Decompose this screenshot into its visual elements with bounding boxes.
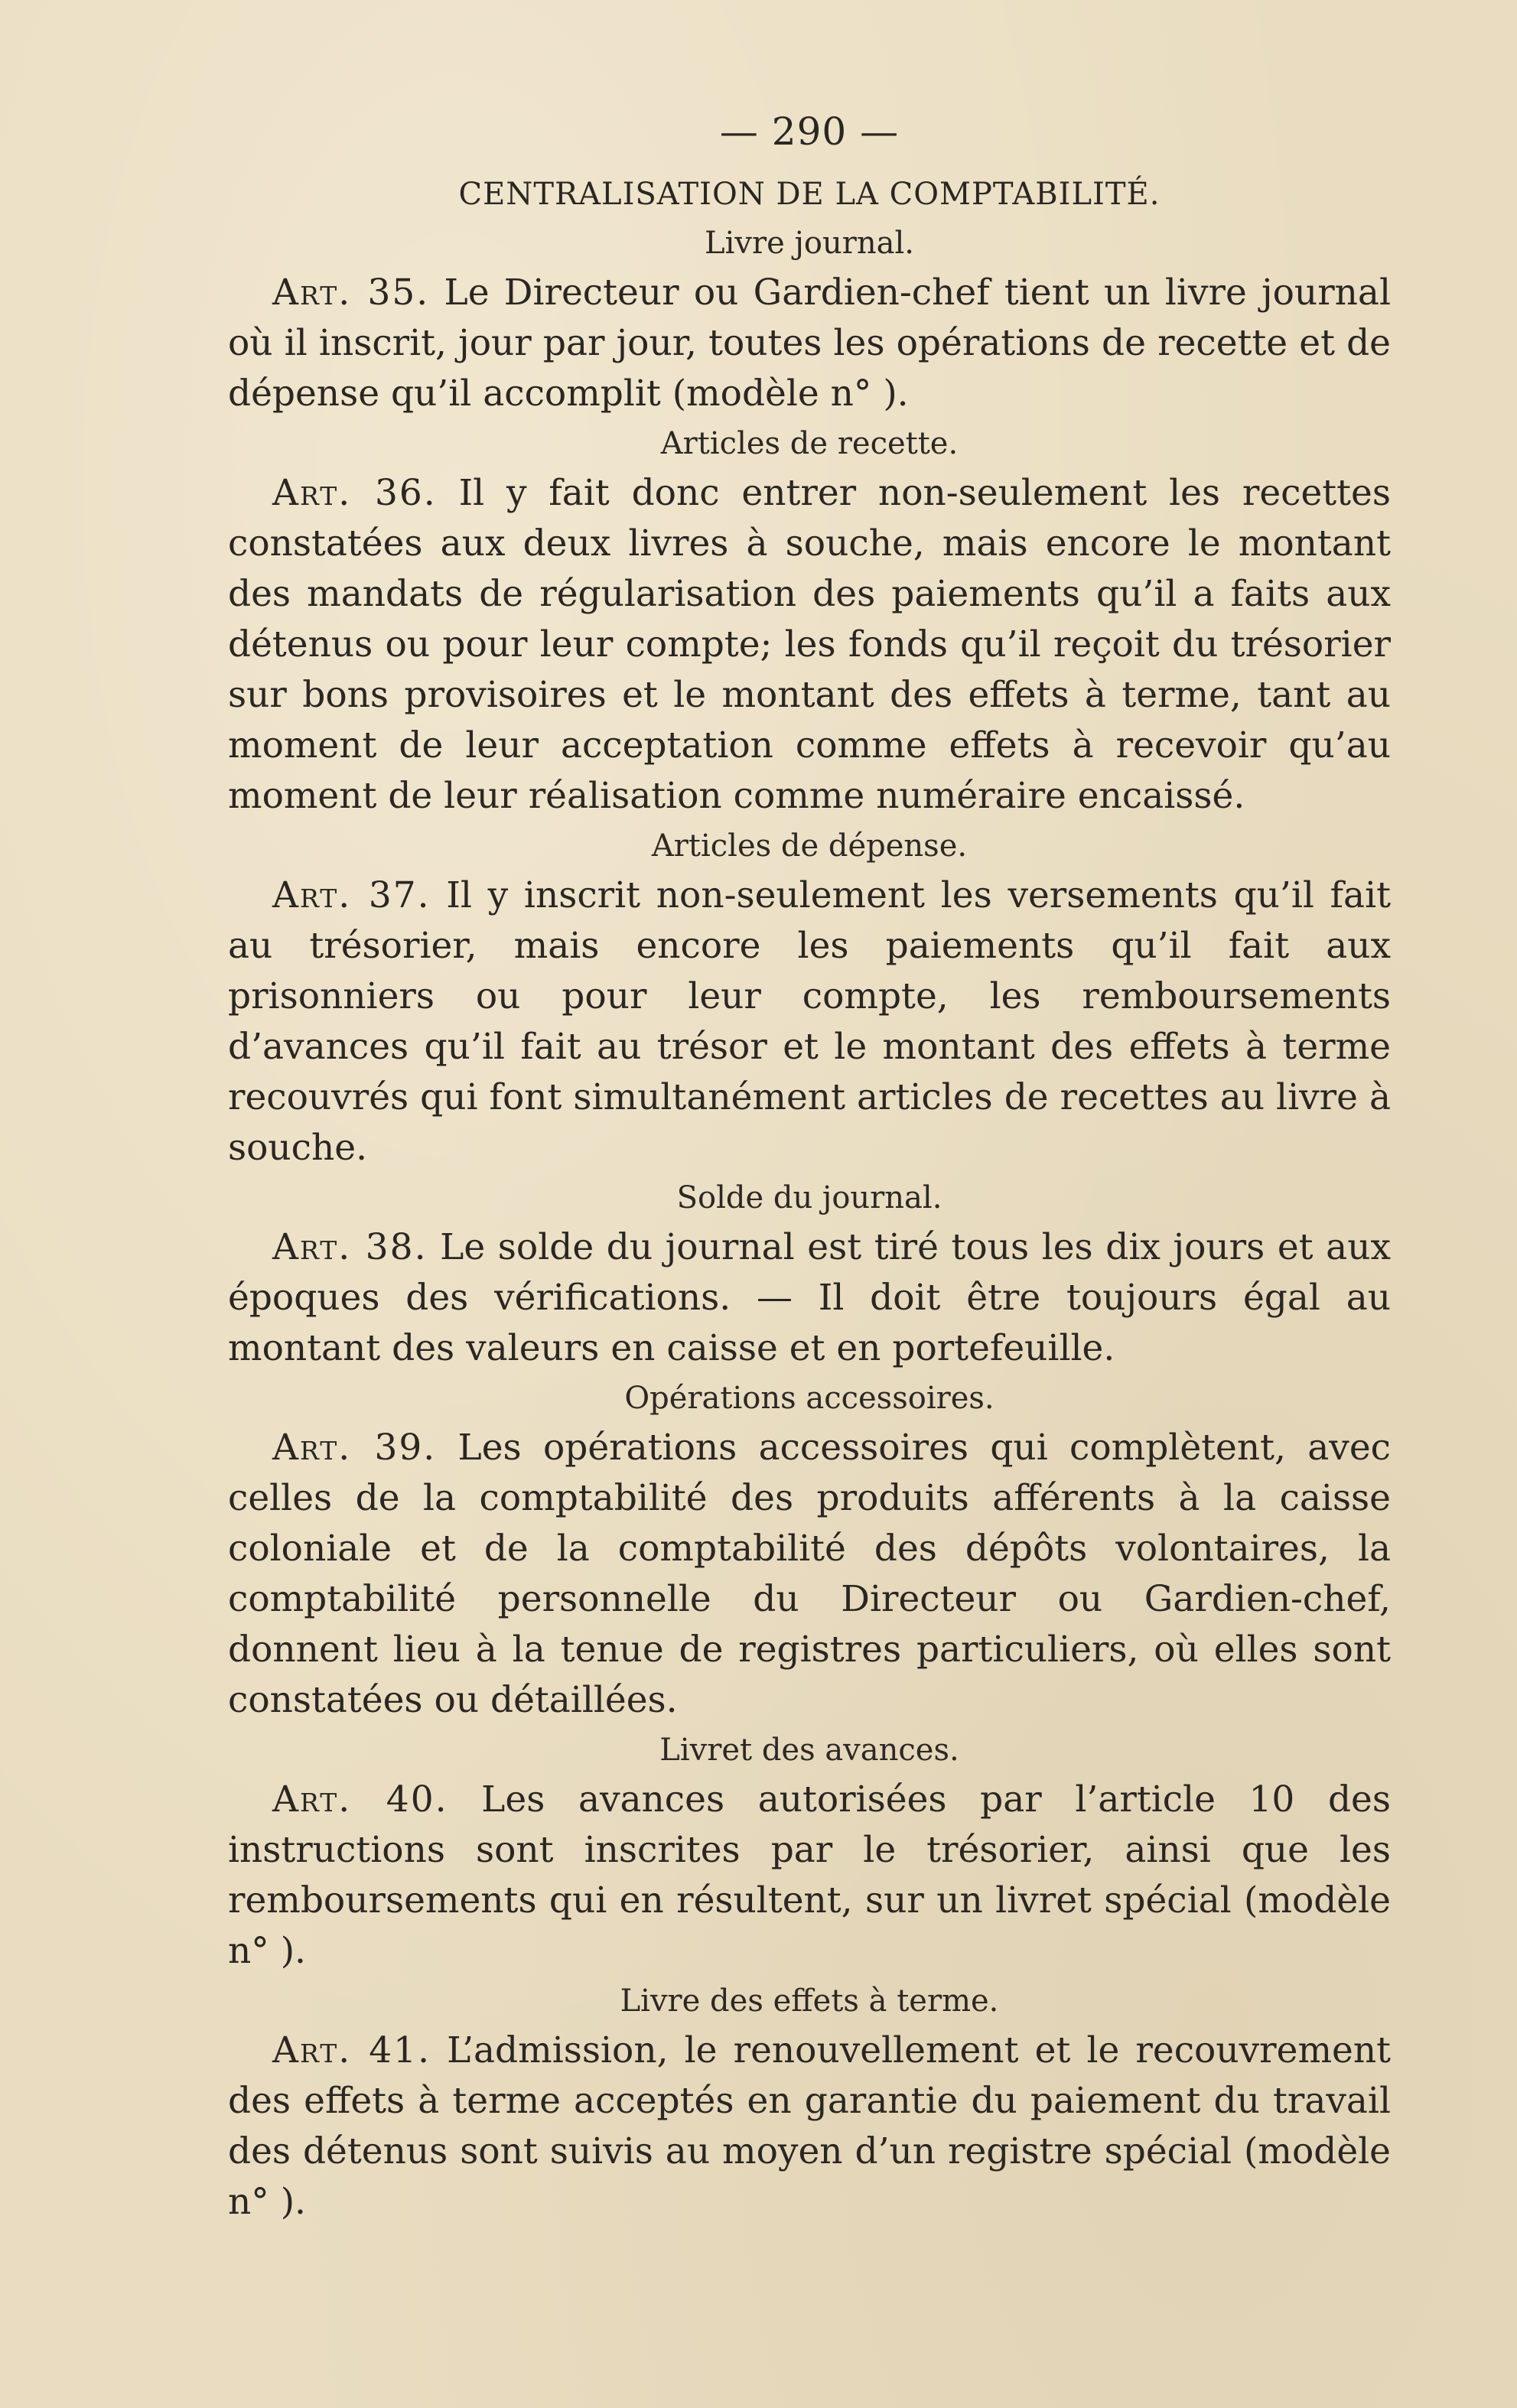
article-36 <box>228 468 1391 822</box>
article-label: Art. 35. <box>272 272 430 314</box>
article-label: Art. 36. <box>272 472 437 514</box>
article-39 <box>228 1423 1391 1726</box>
article-40 <box>228 1775 1391 1977</box>
article-41 <box>228 2026 1391 2227</box>
article-text: L’admission, le renouvellement et le recouvrement des effets à terme acceptés en garantie du paiement du travail des détenus sont suivis au moyen d’un registre spécial (modèle n° ). <box>228 2029 1391 2223</box>
article-text: Il y fait donc entrer non-seulement les recettes constatées aux deux livres à souche, mais encore le montant des mandats de régularisation des paiements qu’il a faits aux détenus ou pour leur compte; les fonds qu’il reçoit du trésorier sur bons provisoires et le montant des effets à terme, tant au moment de leur acceptation comme effets à recevoir qu’au moment de leur réalisation comme numéraire encaissé. <box>228 472 1391 817</box>
section-heading: Livre journal. <box>705 226 914 261</box>
article-37 <box>228 870 1391 1173</box>
article-text: Le solde du journal est tiré tous les dix jours et aux époques des vérifications. — Il doit être toujours égal au montant des valeurs en caisse et en portefeuille. <box>228 1226 1391 1369</box>
section-heading: Solde du journal. <box>676 1180 942 1215</box>
section-heading: Articles de recette. <box>660 426 959 461</box>
section-heading: Livret des avances. <box>659 1733 959 1768</box>
article-text: Le Directeur ou Gardien-chef tient un livre journal où il inscrit, jour par jour, toutes les opérations de recette et de dépense qu’il accomplit (modèle n° ). <box>228 272 1391 415</box>
article-label: Art. 38. <box>272 1226 428 1268</box>
chapter-title: CENTRALISATION DE LA COMPTABILITÉ. <box>458 177 1161 212</box>
section-heading: Livre des effets à terme. <box>620 1983 999 2019</box>
article-label: Art. 39. <box>272 1427 437 1469</box>
document-page <box>228 107 1391 2227</box>
page-number: — 290 — <box>719 109 900 154</box>
section-heading: Articles de dépense. <box>651 828 968 864</box>
article-38 <box>228 1222 1391 1374</box>
article-label: Art. 41. <box>272 2029 431 2071</box>
article-text: Les opérations accessoires qui complètent, avec celles de la comptabilité des produits afférents à la caisse coloniale et de la comptabilité des dépôts volontaires, la comptabilité personnelle du Directeur ou Gardien-chef, donnent lieu à la tenue de registres particuliers, où elles sont constatées ou détaillées. <box>228 1427 1391 1721</box>
article-text: Il y inscrit non-seulement les versements qu’il fait au trésorier, mais encore les paiements qu’il fait aux prisonniers ou pour leur compte, les remboursements d’avances qu’il fait au trésor et le montant des effets à terme recouvrés qui font simultanément articles de recettes au livre à souche. <box>228 874 1391 1169</box>
article-label: Art. 37. <box>272 874 431 916</box>
article-label: Art. 40. <box>272 1778 448 1821</box>
article-text: Les avances autorisées par l’article 10 des instructions sont inscrites par le trésorier, ainsi que les remboursements qui en résultent, sur un livret spécial (modèle n° ). <box>228 1778 1391 1972</box>
section-heading: Opérations accessoires. <box>624 1381 995 1416</box>
article-35 <box>228 268 1391 419</box>
